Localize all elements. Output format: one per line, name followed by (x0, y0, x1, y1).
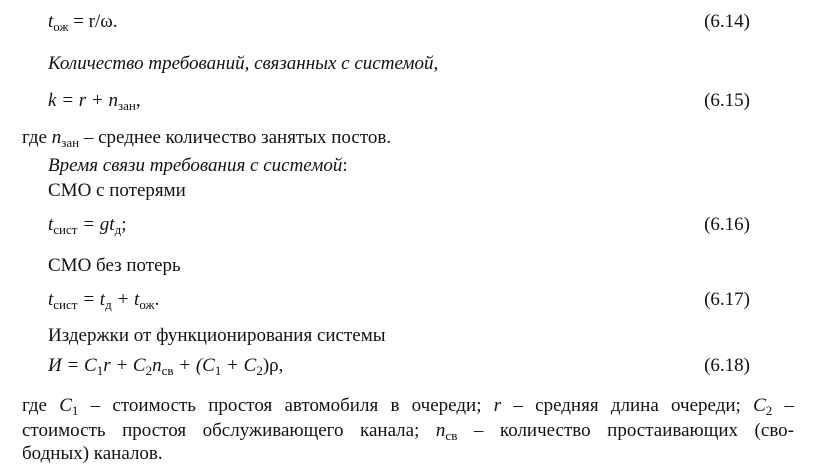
where-n-prefix: где (22, 127, 52, 148)
eq-6-18-c: n (152, 355, 162, 376)
eq-6-14-rhs: = r/ω. (68, 11, 118, 32)
smo-loss-label: СМО с потерями (48, 180, 186, 201)
eq-6-18-e-sub: 2 (256, 363, 263, 378)
costs-label: Издержки от функционирования системы (48, 325, 386, 346)
p1-d: – средняя длина очереди; (501, 395, 754, 416)
where-n-var: n (51, 127, 62, 148)
p1-b: – стоимость простоя автомобиля в очереди; (78, 395, 494, 416)
heading-requests: Количество требований, связанных с системой, (48, 53, 439, 74)
eq-6-18-b-sub: 2 (145, 363, 153, 378)
eq-6-18-d-sub: 1 (214, 363, 222, 378)
p2-b: – количество простаивающих (сво- (457, 420, 794, 441)
p2-n: n (435, 420, 446, 441)
where-n-zan (22, 125, 794, 151)
eq-6-17-a-sub: сист (53, 297, 78, 312)
eq-6-15-number: (6.15) (704, 90, 750, 111)
heading-time-text: Время связи требования с системой (48, 155, 343, 176)
eq-6-16-b-sub: д (114, 222, 122, 237)
smo-noloss-label: СМО без потерь (48, 255, 181, 276)
equation-6-14 (48, 9, 788, 35)
equation-6-17 (48, 287, 788, 313)
eq-6-18-c-sub: св (161, 363, 174, 378)
p1-c: C (59, 395, 72, 416)
eq-6-16-a-sub: сист (53, 222, 78, 237)
paragraph-line-1 (22, 393, 794, 419)
equation-6-15 (48, 88, 788, 114)
heading-time (48, 153, 788, 179)
eq-6-15-a: k (48, 90, 57, 111)
eq-6-17-number: (6.17) (704, 289, 750, 310)
paragraph-line-3: бодных) каналов. (22, 443, 163, 464)
eq-6-18-f: )ρ, (262, 355, 284, 376)
where-n-sub: зан (61, 135, 80, 150)
eq-6-18-a-sub: 1 (96, 363, 104, 378)
eq-6-14-lhs: t (48, 11, 54, 32)
p2-n-sub: св (445, 428, 458, 443)
eq-6-14-lhs-sub: ож (53, 19, 69, 34)
p2-a: стоимость простоя обслуживающего канала; (22, 420, 436, 441)
eq-6-17-b: = t (77, 289, 106, 310)
eq-6-18-a: И = C (48, 355, 97, 376)
eq-6-17-b-sub: д (105, 297, 112, 312)
eq-6-16-c: ; (121, 214, 127, 235)
p1-a: где (22, 395, 60, 416)
eq-6-16-b: = gt (77, 214, 115, 235)
heading-time-colon: : (342, 155, 348, 176)
equation-6-18 (48, 353, 788, 379)
p1-r: r (493, 395, 502, 416)
equation-6-16 (48, 212, 788, 238)
where-n-rest: – среднее количество занятых постов. (79, 127, 392, 148)
eq-6-17-c: + t (111, 289, 140, 310)
eq-6-17-d: . (154, 289, 160, 310)
eq-6-15-c: , (135, 90, 141, 111)
eq-6-14-number: (6.14) (704, 11, 750, 32)
eq-6-17-c-sub: ож (139, 297, 155, 312)
eq-6-17-a: t (48, 289, 54, 310)
p1-c-sub: 1 (71, 403, 79, 418)
eq-6-15-b: = r + n (56, 90, 118, 111)
eq-6-18-d: + (C (173, 355, 215, 376)
p1-e: – (772, 395, 795, 416)
p1-c2-sub: 2 (765, 403, 773, 418)
eq-6-16-number: (6.16) (704, 214, 750, 235)
eq-6-16-a: t (48, 214, 54, 235)
eq-6-15-b-sub: зан (117, 98, 136, 113)
p1-c2: C (753, 395, 766, 416)
eq-6-18-number: (6.18) (704, 355, 750, 376)
eq-6-18-b: r + C (103, 355, 146, 376)
eq-6-18-e: + C (221, 355, 257, 376)
